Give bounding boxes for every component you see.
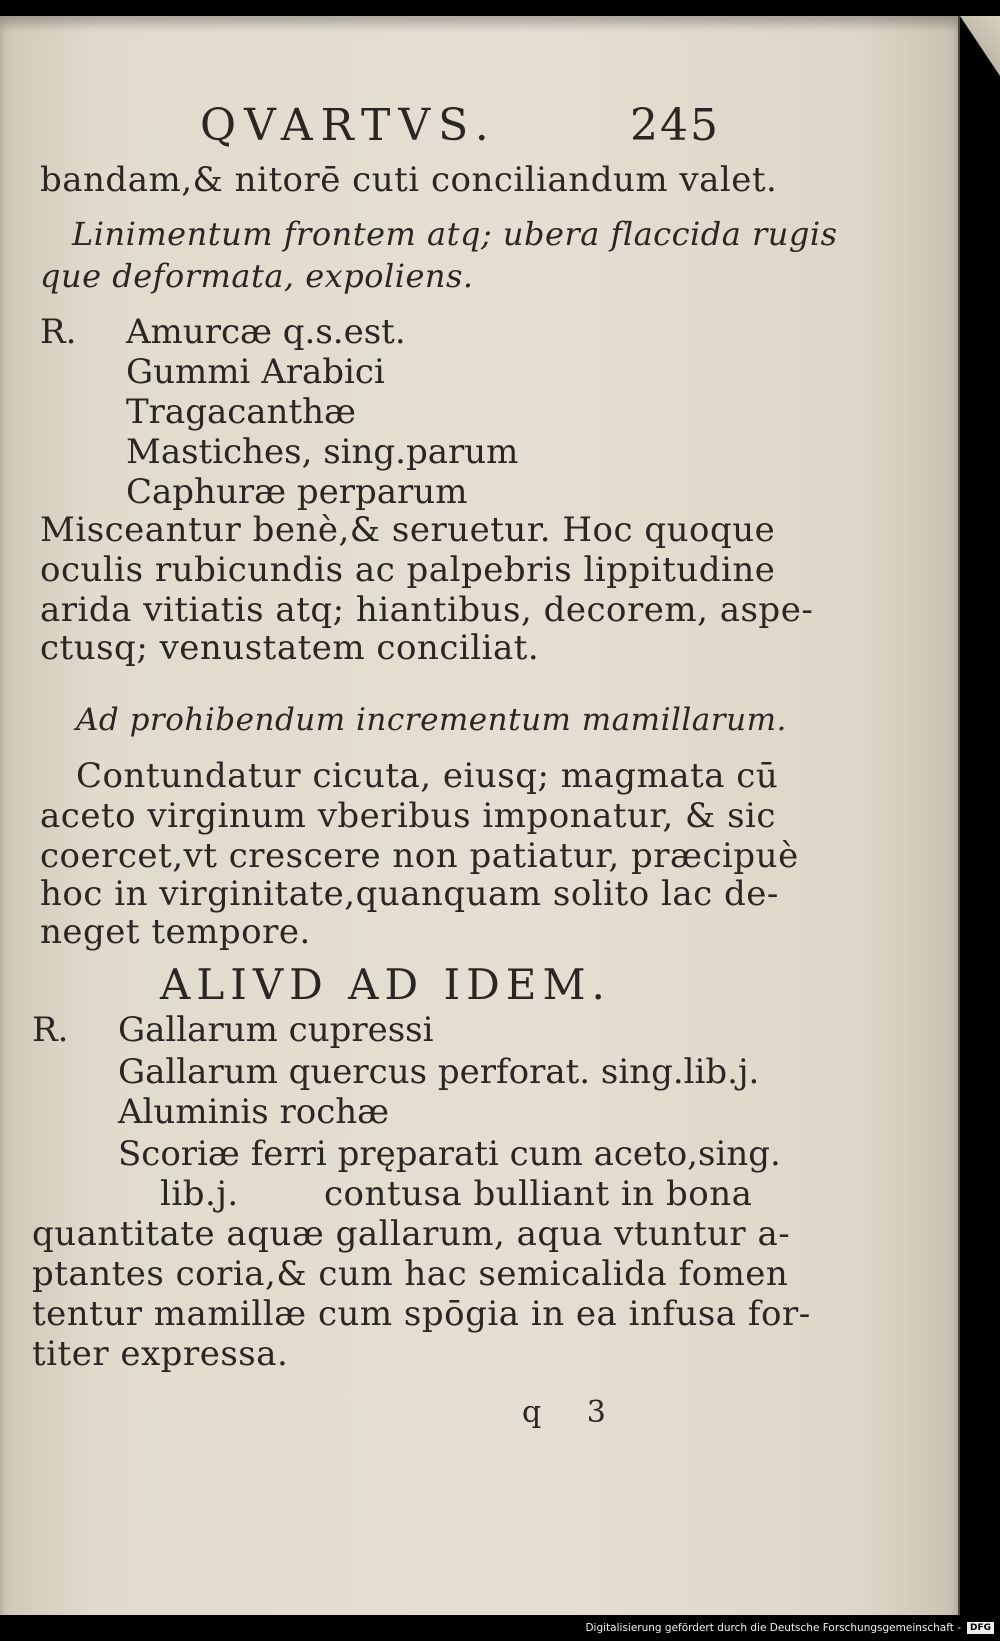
recipe-mark: R. xyxy=(32,1010,69,1050)
text-line: aceto virginum vberibus imponatur, & sic xyxy=(40,796,776,836)
text-line: contusa bulliant in bona xyxy=(324,1174,753,1214)
dfg-logo: DFG xyxy=(967,1622,994,1634)
text-line: tentur mamillæ cum spōgia in ea infusa for- xyxy=(32,1294,811,1334)
footer-text: Digitalisierung gefördert durch die Deutsche Forschungsgemeinschaft - xyxy=(585,1622,961,1634)
text-line: coercet,vt crescere non patiatur, præcipuè xyxy=(40,836,799,876)
text-line: quantitate aquæ gallarum, aqua vtuntur a- xyxy=(32,1214,791,1254)
ingredient: Tragacanthæ xyxy=(126,392,356,432)
running-header xyxy=(200,100,720,151)
text-line: oculis rubicundis ac palpebris lippitudine xyxy=(40,550,776,590)
footer-bar xyxy=(0,1615,1000,1641)
ingredient: Mastiches, sing.parum xyxy=(126,432,519,472)
text-line: titer expressa. xyxy=(32,1334,289,1374)
section-title: Linimentum frontem atq; ubera flaccida rugis xyxy=(72,215,838,253)
text-line: neget tempore. xyxy=(40,912,311,952)
text-line: Contundatur cicuta, eiusq; magmata cū xyxy=(76,756,779,796)
section-title: que deformata, expoliens. xyxy=(40,257,474,295)
text-line: ptantes coria,& cum hac semicalida fomen xyxy=(32,1254,789,1294)
section-title: Ad prohibendum incrementum mamillarum. xyxy=(76,702,787,738)
text-line: ctusq; venustatem conciliat. xyxy=(40,628,540,668)
text-line: bandam,& nitorē cuti conciliandum valet. xyxy=(40,160,778,200)
running-title: QVARTVS. xyxy=(200,100,497,151)
signature-mark: q 3 xyxy=(522,1395,624,1430)
ingredient: Aluminis rochæ xyxy=(118,1092,390,1132)
ingredient: Caphuræ perparum xyxy=(126,472,468,512)
page-number: 245 xyxy=(630,100,720,151)
text-line: lib.j. xyxy=(160,1174,239,1214)
ingredient: Amurcæ q.s.est. xyxy=(126,312,406,352)
ingredient: Scoriæ ferri pręparati cum aceto,sing. xyxy=(118,1134,781,1174)
folded-corner xyxy=(960,16,1000,76)
text-line: Misceantur benè,& seruetur. Hoc quoque xyxy=(40,510,776,550)
recipe-mark: R. xyxy=(40,312,77,352)
text-line: hoc in virginitate,quanquam solito lac de- xyxy=(40,874,779,914)
ingredient: Gallarum quercus perforat. sing.lib.j. xyxy=(118,1052,760,1092)
ingredient: Gummi Arabici xyxy=(126,352,385,392)
section-heading: ALIVD AD IDEM. xyxy=(160,960,611,1009)
ingredient: Gallarum cupressi xyxy=(118,1010,434,1050)
text-line: arida vitiatis atq; hiantibus, decorem, aspe- xyxy=(40,590,814,630)
